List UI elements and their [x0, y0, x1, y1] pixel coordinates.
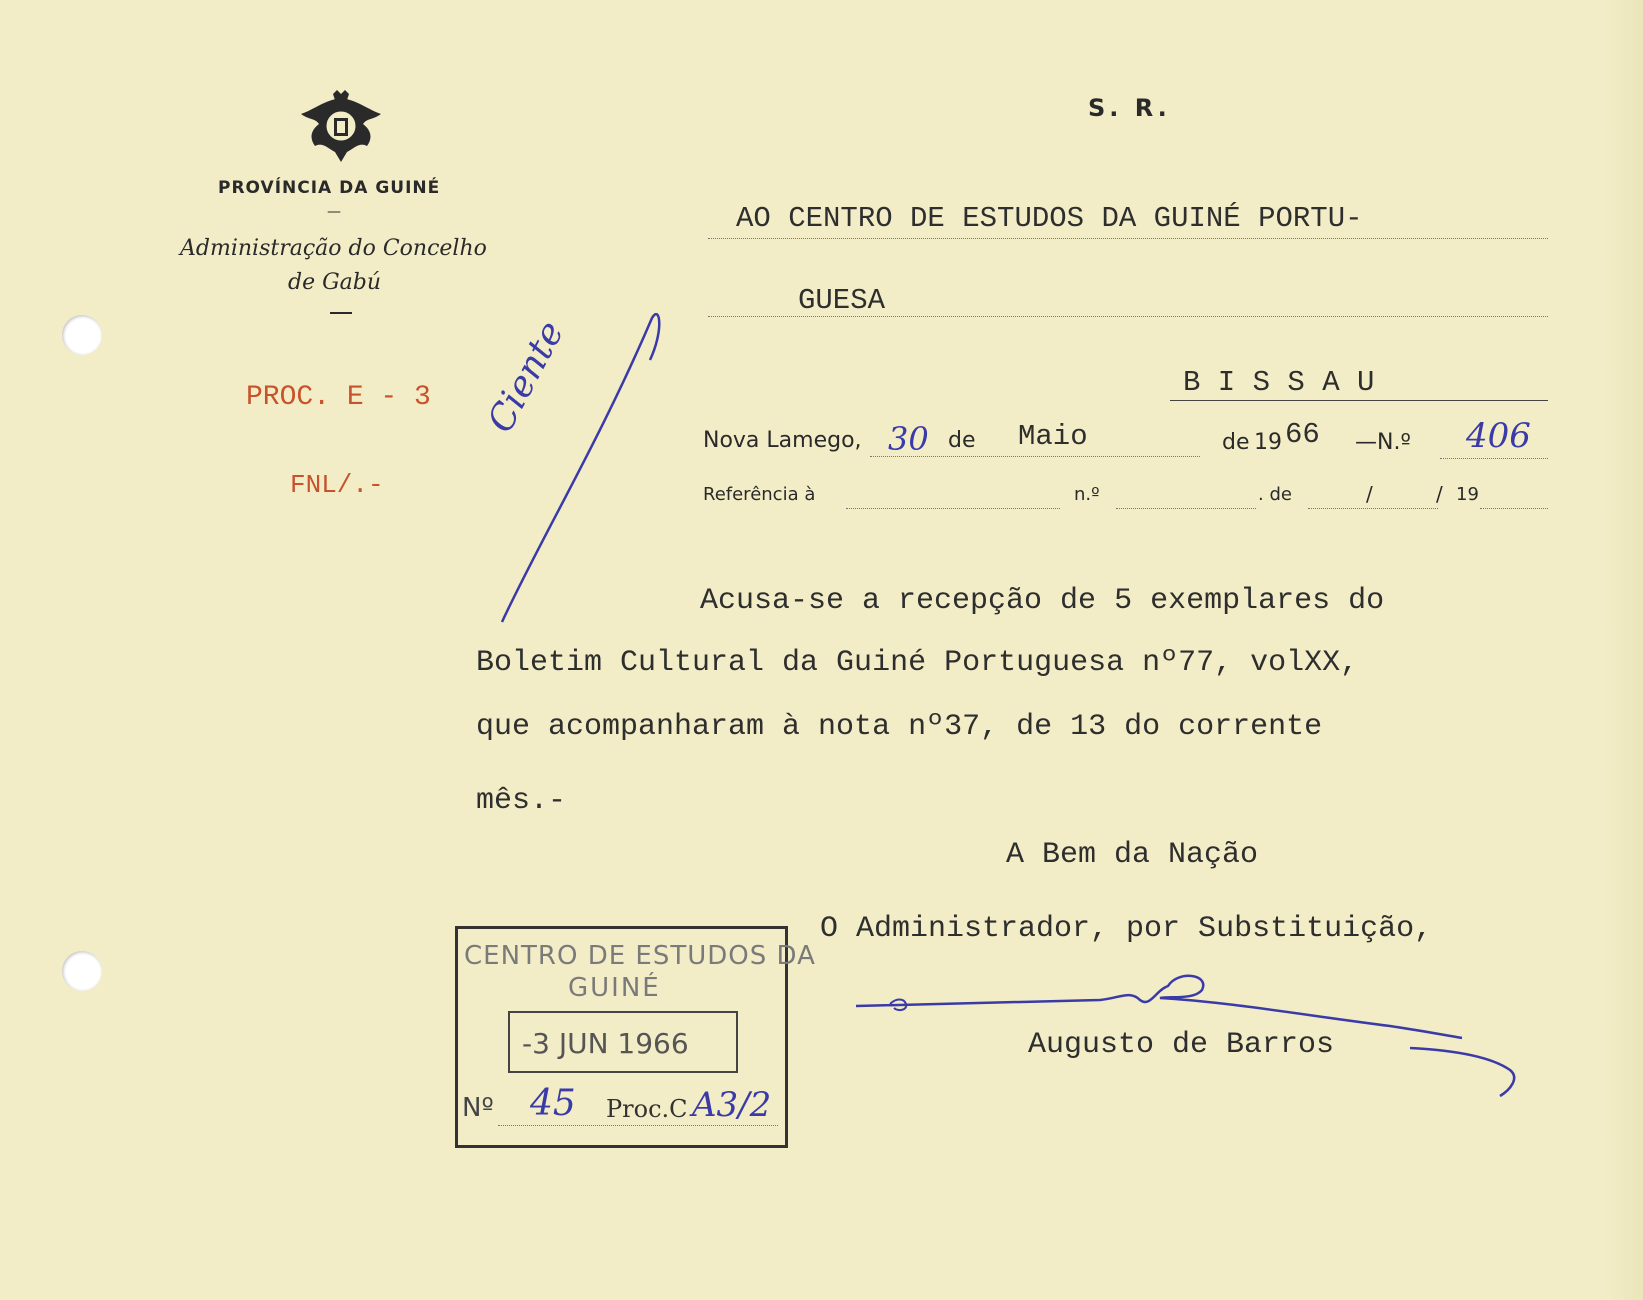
marginal-pen-stroke	[480, 300, 680, 630]
stamp-number-rule	[498, 1125, 778, 1126]
administration-place: de Gabú	[288, 270, 382, 295]
stamp-date: -3 JUN 1966	[522, 1027, 689, 1060]
document-number: 406	[1466, 416, 1531, 456]
stamp-number-label: Nº	[462, 1093, 494, 1123]
process-reference: PROC. E - 3	[246, 382, 431, 413]
reference-slash-2: /	[1436, 482, 1443, 506]
reference-de-label: . de	[1258, 484, 1292, 505]
year-suffix: 66	[1285, 418, 1320, 451]
addressee-rule-2	[708, 316, 1548, 317]
stamp-number: 45	[530, 1083, 576, 1124]
date-de-label: de	[948, 428, 976, 453]
body-line-1: Acusa-se a recepção de 5 exemplares do	[700, 584, 1385, 618]
letterhead-underline	[330, 312, 352, 314]
closing-salutation: A Bem da Nação	[1006, 838, 1259, 872]
reference-no-label: n.º	[1074, 484, 1100, 505]
reference-year-rule	[1480, 508, 1548, 509]
reference-rule	[846, 508, 1060, 509]
punch-hole-bottom	[62, 951, 102, 991]
city-underline	[1170, 400, 1548, 401]
number-label: —N.º	[1355, 430, 1411, 455]
addressee-line-2: GUESA	[798, 284, 886, 317]
signatory-name: Augusto de Barros	[1028, 1028, 1335, 1062]
number-rule	[1440, 458, 1548, 459]
date-rule	[870, 456, 1200, 457]
service-header: S. R.	[1088, 94, 1171, 122]
reference-label: Referência à	[703, 484, 816, 505]
year-prefix: 19	[1254, 430, 1282, 455]
addressee-rule-1	[708, 238, 1548, 239]
reference-slash-1: /	[1366, 482, 1373, 506]
body-line-4: mês.-	[476, 784, 567, 818]
marginal-note-ciente: Ciente	[480, 314, 573, 440]
coat-of-arms-icon	[295, 90, 387, 166]
letterhead-dash: —	[327, 204, 341, 220]
reference-no-rule	[1116, 508, 1256, 509]
addressee-line-1: AO CENTRO DE ESTUDOS DA GUINÉ PORTU-	[736, 202, 1363, 235]
addressee-city: B I S S A U	[1183, 366, 1375, 399]
receipt-stamp	[455, 926, 816, 1148]
reference-year-prefix: 19	[1456, 484, 1479, 505]
stamp-date-box	[508, 1011, 738, 1073]
body-line-3: que acompanharam à nota nº37, de 13 do corrente	[476, 710, 1323, 744]
stamp-place: GUINÉ	[568, 973, 661, 1003]
punch-hole-top	[62, 315, 102, 355]
date-day: 30	[888, 420, 929, 458]
place-label: Nova Lamego,	[703, 428, 862, 453]
reference-date-rule	[1308, 508, 1438, 509]
stamp-proc-label: Proc.C	[606, 1095, 688, 1123]
date-month: Maio	[1018, 420, 1088, 453]
page-edge	[1603, 0, 1643, 1300]
stamp-institution: CENTRO DE ESTUDOS DA	[464, 941, 816, 971]
year-de-label: de	[1222, 430, 1250, 455]
stamp-proc-value: A3/2	[692, 1085, 772, 1125]
typist-initials: FNL/.-	[290, 470, 384, 500]
administration-name: Administração do Concelho	[180, 236, 487, 261]
body-line-2: Boletim Cultural da Guiné Portuguesa nº77, volXX,	[476, 646, 1359, 680]
signatory-title: O Administrador, por Substituição,	[820, 912, 1433, 946]
province-name: PROVÍNCIA DA GUINÉ	[218, 178, 441, 198]
